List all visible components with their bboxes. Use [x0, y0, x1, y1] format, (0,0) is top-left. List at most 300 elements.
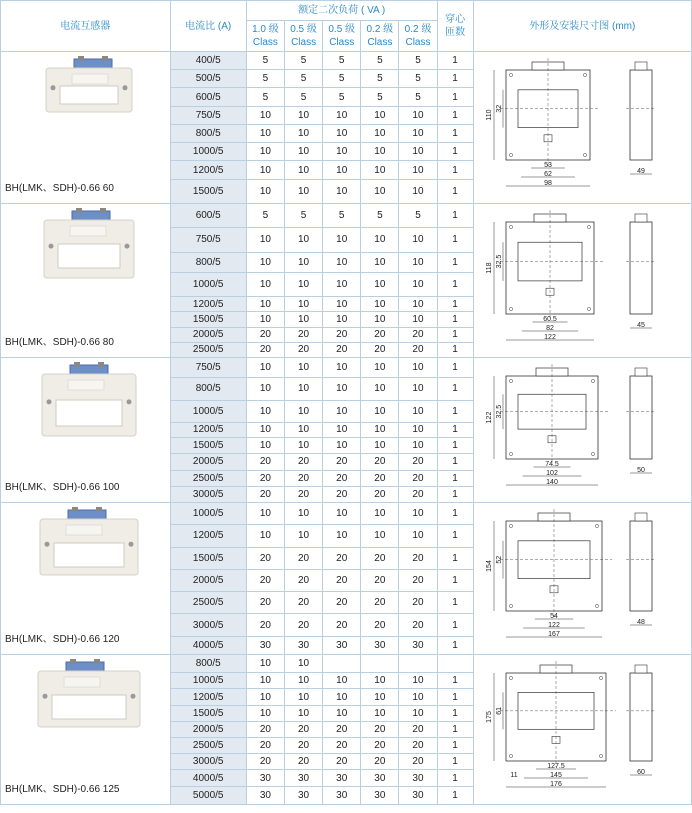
dim-width: 122: [544, 334, 557, 341]
burden-cell: 10: [285, 525, 323, 547]
burden-cell: 20: [285, 470, 323, 486]
ratio-cell: 4000/5: [170, 636, 246, 654]
table-row: [1, 503, 692, 525]
burden-cell: 5: [399, 88, 437, 106]
burden-cell: 10: [399, 438, 437, 454]
class-grade: 0.5 级: [328, 24, 356, 35]
product-photo: [6, 358, 164, 483]
dim-mid: 82: [546, 325, 555, 332]
product-cell: [1, 503, 171, 655]
burden-cell: 10: [399, 312, 437, 327]
dim-inner: 60.5: [543, 316, 558, 323]
ratio-cell: 600/5: [170, 88, 246, 106]
class-header: [361, 21, 399, 52]
burden-cell: 20: [399, 614, 437, 636]
turns-cell: 1: [437, 342, 473, 357]
burden-cell: 30: [361, 770, 399, 786]
burden-cell: 10: [323, 705, 361, 721]
burden-cell: 20: [246, 614, 284, 636]
dim-inner: 127.5: [547, 763, 566, 770]
burden-cell: 20: [246, 486, 284, 502]
turns-cell: 1: [437, 327, 473, 342]
ct-window: [52, 695, 126, 719]
table-row: [1, 655, 692, 673]
burden-cell: 5: [246, 70, 284, 88]
nameplate: [68, 380, 104, 390]
burden-cell: 10: [323, 673, 361, 689]
burden-cell: 30: [399, 770, 437, 786]
burden-cell: 10: [323, 400, 361, 422]
model-name: BH(LMK、SDH)-0.66 120: [5, 634, 120, 645]
burden-cell: 20: [361, 754, 399, 770]
dim-width: 167: [548, 631, 561, 638]
burden-cell: 10: [246, 312, 284, 327]
ratio-cell: 750/5: [170, 358, 246, 378]
turns-cell: 1: [437, 614, 473, 636]
turns-cell: 1: [437, 636, 473, 654]
nameplate: [66, 525, 102, 535]
ratio-cell: 2500/5: [170, 342, 246, 357]
burden-cell: 20: [323, 569, 361, 591]
burden-cell: 10: [285, 422, 323, 437]
dimension-drawing-cell: [473, 655, 691, 805]
burden-cell: 20: [323, 327, 361, 342]
burden-cell: 10: [323, 689, 361, 705]
burden-cell: 20: [285, 569, 323, 591]
dim-window-height: 32: [496, 104, 504, 113]
burden-cell: 10: [246, 438, 284, 454]
table-row: [1, 52, 692, 70]
nameplate: [70, 226, 106, 236]
burden-cell: 10: [399, 228, 437, 252]
side-view: [630, 376, 652, 459]
burden-cell: 10: [361, 106, 399, 124]
burden-cell: 10: [246, 358, 284, 378]
dimension-drawing: [480, 52, 684, 200]
burden-cell: 10: [361, 143, 399, 161]
product-photo: [6, 655, 164, 785]
burden-cell: 5: [285, 70, 323, 88]
product-cell: [1, 655, 171, 805]
burden-cell: 10: [323, 438, 361, 454]
burden-cell: 10: [246, 297, 284, 312]
burden-cell: 10: [323, 143, 361, 161]
turns-cell: 1: [437, 252, 473, 272]
burden-cell: 20: [246, 547, 284, 569]
turns-cell: 1: [437, 358, 473, 378]
burden-cell: 20: [246, 721, 284, 737]
burden-cell: 5: [285, 88, 323, 106]
burden-cell: [361, 655, 399, 673]
burden-cell: 20: [246, 754, 284, 770]
model-name: BH(LMK、SDH)-0.66 60: [5, 183, 114, 194]
dimension-drawing: [480, 655, 684, 801]
burden-cell: 10: [399, 124, 437, 142]
dim-offset: 11: [510, 772, 518, 779]
burden-cell: 10: [323, 378, 361, 400]
burden-cell: 10: [361, 179, 399, 203]
burden-cell: 20: [285, 754, 323, 770]
burden-cell: 20: [246, 569, 284, 591]
dimension-drawing-cell: [473, 503, 691, 655]
burden-cell: 20: [361, 342, 399, 357]
burden-cell: 10: [361, 422, 399, 437]
ratio-cell: 1500/5: [170, 438, 246, 454]
burden-cell: 10: [285, 297, 323, 312]
model-name: BH(LMK、SDH)-0.66 80: [5, 337, 114, 348]
burden-cell: 30: [361, 786, 399, 804]
burden-cell: 10: [399, 272, 437, 296]
burden-cell: 30: [399, 786, 437, 804]
side-view: [630, 673, 652, 761]
class-label: Class: [367, 37, 393, 48]
burden-cell: 30: [246, 636, 284, 654]
burden-cell: 10: [361, 378, 399, 400]
burden-cell: [323, 655, 361, 673]
dim-mid: 145: [550, 772, 563, 779]
ratio-cell: 4000/5: [170, 770, 246, 786]
turns-cell: 1: [437, 503, 473, 525]
burden-cell: 20: [285, 592, 323, 614]
dim-width: 140: [546, 479, 559, 486]
ratio-cell: 5000/5: [170, 786, 246, 804]
turns-cell: [437, 655, 473, 673]
class-grade: 0.2 级: [404, 24, 432, 35]
burden-cell: 20: [361, 738, 399, 754]
turns-col-header: [437, 1, 473, 52]
class-label: Class: [252, 37, 278, 48]
dim-window-height: 52: [496, 555, 504, 564]
class-grade: 0.2 级: [366, 24, 394, 35]
turns-cell: 1: [437, 770, 473, 786]
ct-window: [54, 543, 124, 567]
ratio-cell: 2000/5: [170, 454, 246, 470]
burden-cell: 20: [246, 738, 284, 754]
burden-cell: 20: [323, 592, 361, 614]
nameplate: [64, 677, 100, 687]
burden-cell: 5: [399, 204, 437, 228]
dim-height: 118: [486, 262, 494, 274]
turns-cell: 1: [437, 470, 473, 486]
burden-cell: 20: [323, 486, 361, 502]
burden-cell: 5: [285, 204, 323, 228]
ratio-cell: 600/5: [170, 204, 246, 228]
ratio-cell: 1200/5: [170, 161, 246, 179]
nameplate: [72, 74, 108, 84]
dim-depth: 48: [637, 619, 646, 626]
burden-cell: 20: [399, 592, 437, 614]
burden-cell: 10: [399, 143, 437, 161]
class-header: [323, 21, 361, 52]
burden-cell: 10: [399, 673, 437, 689]
burden-cell: 20: [361, 470, 399, 486]
burden-cell: 20: [246, 327, 284, 342]
side-view: [630, 70, 652, 160]
ratio-cell: 500/5: [170, 70, 246, 88]
dimension-drawing-cell: [473, 52, 691, 204]
turns-cell: 1: [437, 721, 473, 737]
burden-cell: 10: [246, 161, 284, 179]
burden-cell: 10: [285, 312, 323, 327]
burden-cell: 20: [399, 454, 437, 470]
burden-cell: 10: [246, 143, 284, 161]
burden-cell: 10: [361, 161, 399, 179]
burden-cell: 20: [361, 569, 399, 591]
dim-col-header: 外形及安装尺寸图 (mm): [473, 1, 691, 52]
turns-cell: 1: [437, 547, 473, 569]
turns-cell: 1: [437, 88, 473, 106]
burden-cell: 10: [285, 705, 323, 721]
dim-inner: 53: [544, 162, 553, 169]
burden-cell: 10: [399, 358, 437, 378]
burden-cell: 10: [285, 143, 323, 161]
burden-cell: 10: [361, 272, 399, 296]
ratio-cell: 750/5: [170, 106, 246, 124]
ratio-cell: 3000/5: [170, 486, 246, 502]
product-col-header: 电流互感器: [1, 1, 171, 52]
burden-cell: 10: [246, 503, 284, 525]
product-photo: [6, 52, 164, 184]
burden-cell: 30: [246, 786, 284, 804]
burden-cell: 20: [285, 486, 323, 502]
burden-cell: 10: [323, 297, 361, 312]
side-view: [630, 521, 652, 611]
burden-cell: 30: [246, 770, 284, 786]
burden-cell: 20: [285, 327, 323, 342]
burden-cell: 20: [399, 569, 437, 591]
turns-cell: 1: [437, 592, 473, 614]
burden-cell: 10: [323, 179, 361, 203]
ratio-cell: 1200/5: [170, 422, 246, 437]
burden-cell: 10: [323, 312, 361, 327]
burden-cell: 10: [246, 689, 284, 705]
burden-cell: 10: [361, 689, 399, 705]
burden-cell: 10: [246, 106, 284, 124]
burden-cell: 10: [246, 179, 284, 203]
burden-cell: 10: [361, 503, 399, 525]
class-grade: 1.0 级: [252, 24, 279, 35]
ratio-cell: 3000/5: [170, 614, 246, 636]
turns-header-line1: 穿心: [445, 14, 466, 25]
ratio-cell: 2000/5: [170, 721, 246, 737]
class-header: [399, 21, 437, 52]
burden-cell: [399, 655, 437, 673]
dim-depth: 50: [637, 467, 646, 474]
side-view: [630, 222, 652, 314]
ratio-cell: 1000/5: [170, 272, 246, 296]
dim-height: 122: [486, 411, 494, 424]
turns-cell: 1: [437, 378, 473, 400]
turns-cell: 1: [437, 486, 473, 502]
ratio-cell: 2500/5: [170, 592, 246, 614]
turns-cell: 1: [437, 454, 473, 470]
burden-cell: 20: [323, 721, 361, 737]
burden-cell: 30: [285, 786, 323, 804]
burden-cell: 10: [323, 503, 361, 525]
ratio-cell: 1000/5: [170, 400, 246, 422]
burden-cell: 20: [323, 454, 361, 470]
burden-cell: 5: [399, 52, 437, 70]
burden-cell: 10: [399, 297, 437, 312]
burden-cell: 10: [246, 705, 284, 721]
burden-cell: 30: [285, 770, 323, 786]
burden-cell: 10: [399, 161, 437, 179]
burden-cell: 10: [246, 378, 284, 400]
dim-width: 176: [550, 781, 563, 788]
burden-cell: 10: [246, 228, 284, 252]
burden-cell: 5: [323, 52, 361, 70]
turns-cell: 1: [437, 400, 473, 422]
dim-depth: 49: [637, 168, 646, 175]
burden-cell: 10: [399, 400, 437, 422]
dimension-drawing: [480, 204, 684, 354]
burden-cell: 5: [399, 70, 437, 88]
burden-cell: 10: [285, 272, 323, 296]
turns-cell: 1: [437, 52, 473, 70]
burden-cell: 5: [323, 88, 361, 106]
table-row: [1, 358, 692, 378]
class-header: [285, 21, 323, 52]
ratio-cell: 1200/5: [170, 689, 246, 705]
dim-height: 110: [486, 109, 494, 121]
product-photo: [6, 503, 164, 635]
model-name: BH(LMK、SDH)-0.66 125: [5, 784, 120, 795]
burden-cell: 20: [399, 342, 437, 357]
class-label: Class: [329, 37, 355, 48]
ct-window: [56, 400, 122, 426]
burden-cell: 10: [246, 272, 284, 296]
turns-cell: 1: [437, 754, 473, 770]
turns-cell: 1: [437, 106, 473, 124]
ratio-col-header: 电流比 (A): [170, 1, 246, 52]
burden-cell: 20: [285, 342, 323, 357]
turns-cell: 1: [437, 525, 473, 547]
turns-cell: 1: [437, 438, 473, 454]
burden-cell: 30: [361, 636, 399, 654]
turns-cell: 1: [437, 422, 473, 437]
product-photo: [6, 204, 164, 338]
ratio-cell: 1200/5: [170, 297, 246, 312]
burden-cell: 10: [285, 106, 323, 124]
model-name: BH(LMK、SDH)-0.66 100: [5, 482, 120, 493]
burden-cell: 30: [323, 636, 361, 654]
dim-inner: 54: [550, 613, 559, 620]
dimension-drawing-cell: [473, 204, 691, 358]
burden-cell: 10: [246, 400, 284, 422]
turns-cell: 1: [437, 738, 473, 754]
burden-cell: 20: [323, 754, 361, 770]
turns-cell: 1: [437, 161, 473, 179]
burden-cell: 10: [323, 272, 361, 296]
turns-cell: 1: [437, 312, 473, 327]
burden-cell: 20: [361, 454, 399, 470]
burden-cell: 10: [361, 438, 399, 454]
ratio-cell: 2500/5: [170, 470, 246, 486]
turns-cell: 1: [437, 124, 473, 142]
dim-window-height: 32.5: [496, 404, 504, 419]
turns-cell: 1: [437, 272, 473, 296]
turns-cell: 1: [437, 70, 473, 88]
burden-cell: 20: [323, 547, 361, 569]
burden-cell: 5: [246, 52, 284, 70]
burden-cell: 10: [361, 705, 399, 721]
burden-cell: 20: [285, 547, 323, 569]
turns-cell: 1: [437, 179, 473, 203]
burden-cell: 10: [285, 400, 323, 422]
ratio-cell: 1000/5: [170, 673, 246, 689]
burden-cell: 10: [285, 689, 323, 705]
turns-cell: 1: [437, 705, 473, 721]
ratio-cell: 1000/5: [170, 503, 246, 525]
turns-cell: 1: [437, 297, 473, 312]
ratio-cell: 800/5: [170, 252, 246, 272]
burden-cell: 10: [323, 106, 361, 124]
burden-cell: 10: [246, 124, 284, 142]
burden-cell: 10: [361, 252, 399, 272]
burden-cell: 10: [323, 422, 361, 437]
burden-cell: 10: [285, 252, 323, 272]
burden-cell: 30: [399, 636, 437, 654]
table-row: [1, 204, 692, 228]
dim-mid: 122: [548, 622, 561, 629]
burden-cell: 10: [399, 689, 437, 705]
burden-cell: 10: [323, 525, 361, 547]
burden-cell: 10: [285, 438, 323, 454]
class-grade: 0.5 级: [290, 24, 317, 35]
burden-cell: 5: [361, 70, 399, 88]
burden-cell: 20: [361, 592, 399, 614]
burden-cell: 10: [285, 378, 323, 400]
burden-cell: 30: [323, 786, 361, 804]
ratio-cell: 400/5: [170, 52, 246, 70]
dim-window-height: 61: [496, 706, 504, 715]
burden-cell: 10: [399, 179, 437, 203]
burden-cell: 10: [361, 297, 399, 312]
burden-cell: 10: [285, 124, 323, 142]
burden-cell: 20: [246, 592, 284, 614]
product-cell: [1, 204, 171, 358]
burden-cell: 10: [399, 705, 437, 721]
burden-cell: 10: [323, 124, 361, 142]
turns-cell: 1: [437, 204, 473, 228]
dim-depth: 45: [637, 322, 646, 329]
burden-cell: 10: [246, 252, 284, 272]
burden-cell: 10: [399, 106, 437, 124]
burden-cell: 20: [361, 486, 399, 502]
burden-cell: 10: [246, 673, 284, 689]
burden-cell: 10: [399, 378, 437, 400]
ratio-cell: 3000/5: [170, 754, 246, 770]
ratio-cell: 1500/5: [170, 179, 246, 203]
burden-cell: 10: [246, 422, 284, 437]
dimension-drawing-cell: [473, 358, 691, 503]
burden-cell: 20: [399, 327, 437, 342]
dim-mid: 102: [546, 470, 559, 477]
burden-header: 额定二次负荷 ( VA ): [246, 1, 437, 21]
ratio-cell: 2500/5: [170, 738, 246, 754]
burden-cell: 10: [399, 525, 437, 547]
burden-cell: 10: [285, 228, 323, 252]
burden-cell: 10: [246, 525, 284, 547]
burden-cell: 5: [361, 88, 399, 106]
burden-cell: 5: [285, 52, 323, 70]
burden-cell: 20: [399, 721, 437, 737]
product-cell: [1, 52, 171, 204]
turns-cell: 1: [437, 689, 473, 705]
product-cell: [1, 358, 171, 503]
class-label: Class: [291, 37, 317, 48]
burden-cell: 20: [361, 614, 399, 636]
